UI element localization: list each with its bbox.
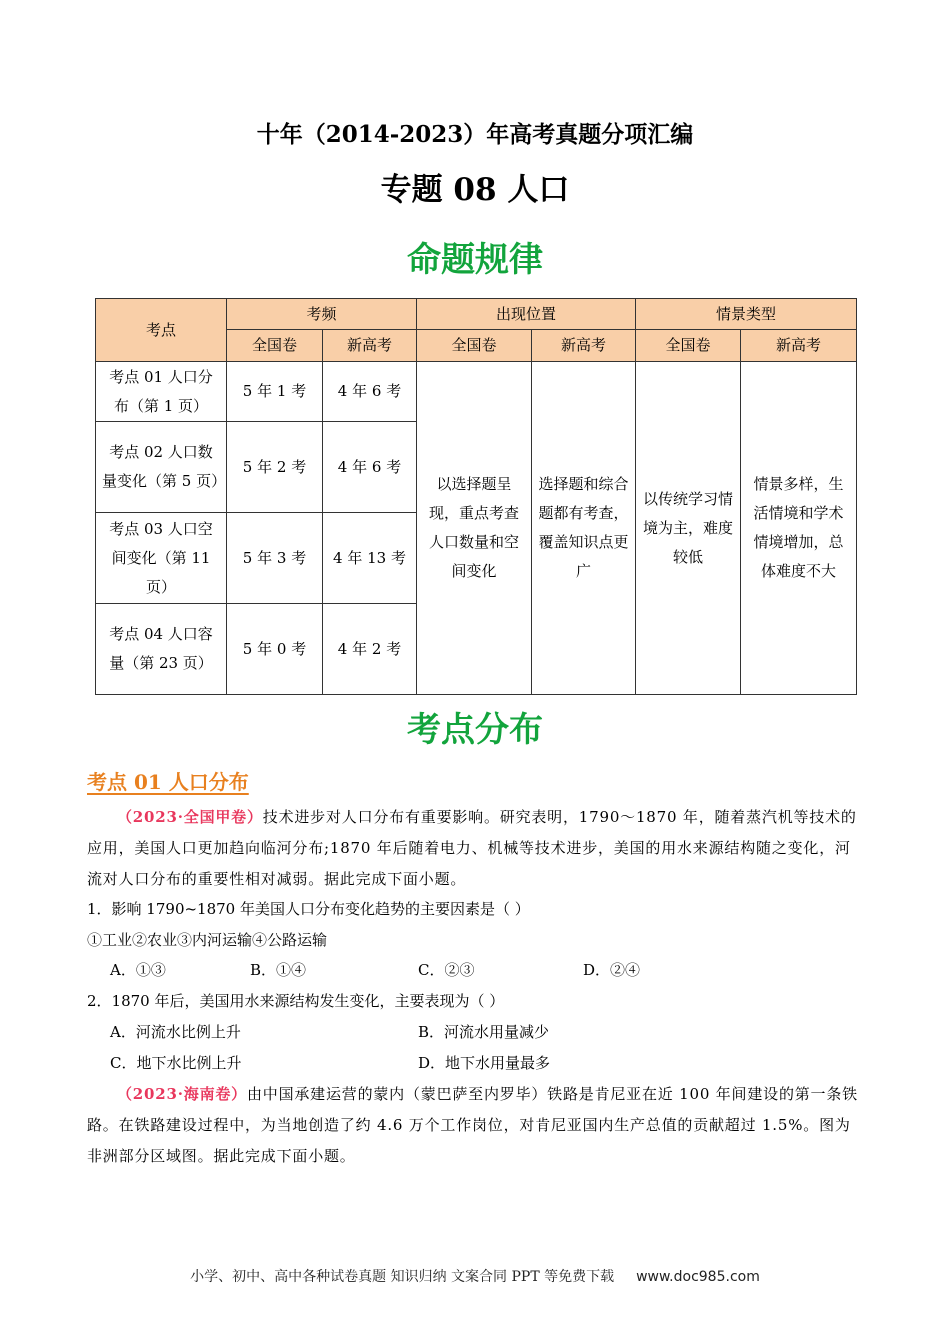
question-set-1-intro (87, 802, 865, 895)
row-topic: 考点 02 人口数量变化（第 5 页） (96, 422, 227, 513)
scenario-national-cell: 以传统学习情境为主，难度较低 (636, 362, 741, 695)
summary-table (95, 298, 857, 695)
section-heading-distribution: 考点分布 (407, 710, 543, 750)
position-national-cell: 以选择题呈现，重点考查人口数量和空间变化 (417, 362, 532, 695)
question-material: 由中国承建运营的蒙内（蒙巴萨至内罗毕）铁路是肯尼亚在近 100 年间建设的第一条铁路。在铁路建设过程中，为当地创造了约 4.6 万个工作岗位，对肯尼亚国内生产总值的贡献超过 1.5%。图为非洲部分区域图。据此完成下面小题。 (87, 1085, 858, 1165)
row-topic: 考点 03 人口空间变化（第 11 页） (96, 513, 227, 604)
row-freq-national: 5 年 3 考 (227, 513, 323, 604)
subheader-scene-national: 全国卷 (636, 330, 741, 362)
row-topic: 考点 04 人口容量（第 23 页） (96, 604, 227, 695)
header-scenario: 情景类型 (636, 299, 857, 330)
footer-text: 小学、初中、高中各种试卷真题 知识归纳 文案合同 PPT 等免费下载 (190, 1269, 615, 1285)
question-source: （2023·海南卷） (117, 1085, 247, 1103)
row-freq-new: 4 年 2 考 (323, 604, 417, 695)
header-kaodian: 考点 (96, 299, 227, 362)
table-row (96, 362, 857, 422)
subheader-freq-new: 新高考 (323, 330, 417, 362)
question-set-2-intro (87, 1079, 865, 1172)
q1-option-a: A．①③ (110, 961, 166, 979)
row-freq-new: 4 年 13 考 (323, 513, 417, 604)
subheader-pos-national: 全国卷 (417, 330, 532, 362)
topic-title: 专题 08 人口 (380, 172, 570, 208)
section-heading-rules: 命题规律 (407, 240, 543, 280)
subheader-freq-national: 全国卷 (227, 330, 323, 362)
row-freq-new: 4 年 6 考 (323, 362, 417, 422)
row-freq-national: 5 年 0 考 (227, 604, 323, 695)
subheader-pos-new: 新高考 (532, 330, 636, 362)
subheader-scene-new: 新高考 (741, 330, 857, 362)
question-source: （2023·全国甲卷） (117, 808, 263, 826)
footer-url[interactable]: www.doc985.com (636, 1269, 760, 1285)
question-1-items: ①工业②农业③内河运输④公路运输 (87, 931, 328, 949)
q2-option-a: A．河流水比例上升 (110, 1023, 241, 1041)
q2-option-d: D．地下水用量最多 (418, 1054, 551, 1072)
q1-option-d: D．②④ (583, 961, 641, 979)
row-topic: 考点 01 人口分布（第 1 页） (96, 362, 227, 422)
page-footer (0, 1266, 950, 1286)
question-material: 技术进步对人口分布有重要影响。研究表明，1790～1870 年，随着蒸汽机等技术的应用，美国人口更加趋向临河分布;1870 年后随着电力、机械等技术进步，美国的用水来源结构随之变化，河流对人口分布的重要性相对减弱。据此完成下面小题。 (87, 808, 857, 888)
series-title: 十年（2014-2023）年高考真题分项汇编 (256, 121, 694, 148)
row-freq-national: 5 年 1 考 (227, 362, 323, 422)
q2-option-c: C．地下水比例上升 (110, 1054, 242, 1072)
q1-option-c: C．②③ (418, 961, 475, 979)
kaodian-01-heading: 考点 01 人口分布 (87, 770, 249, 794)
question-2-stem: 2．1870 年后，美国用水来源结构发生变化，主要表现为（ ） (87, 992, 505, 1010)
row-freq-national: 5 年 2 考 (227, 422, 323, 513)
row-freq-new: 4 年 6 考 (323, 422, 417, 513)
question-1-stem: 1．影响 1790~1870 年美国人口分布变化趋势的主要因素是（ ） (87, 900, 530, 918)
header-position: 出现位置 (417, 299, 636, 330)
position-new-cell: 选择题和综合题都有考查，覆盖知识点更广 (532, 362, 636, 695)
q2-option-b: B．河流水用量减少 (418, 1023, 550, 1041)
header-frequency: 考频 (227, 299, 417, 330)
scenario-new-cell: 情景多样，生活情境和学术情境增加，总体难度不大 (741, 362, 857, 695)
q1-option-b: B．①④ (250, 961, 307, 979)
